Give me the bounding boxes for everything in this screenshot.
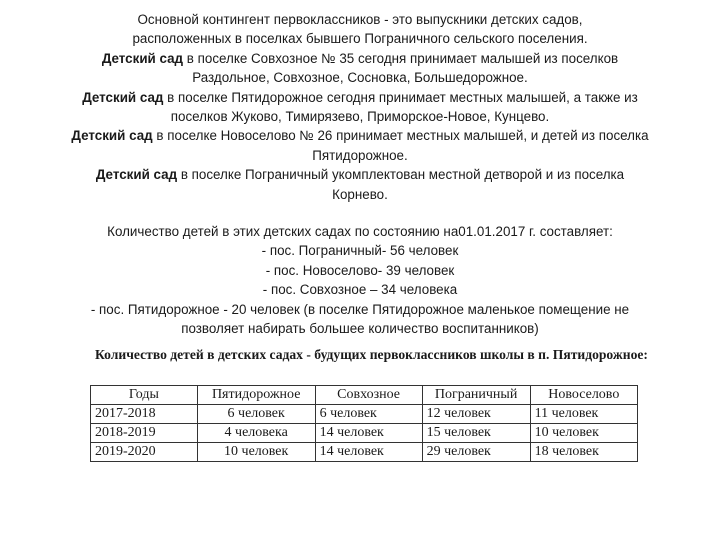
table-cell: 10 человек xyxy=(197,443,315,462)
text-line: расположенных в поселках бывшего Пограничного сельского поселения. xyxy=(132,31,588,47)
column-header: Пограничный xyxy=(422,386,530,405)
body-text xyxy=(0,10,720,339)
column-header: Годы xyxy=(91,386,198,405)
text-line: Детский сад в поселке Пятидорожное сегодня принимает местных малышей, а также из xyxy=(82,89,638,105)
table-row xyxy=(91,424,638,443)
count-heading: Количество детей в этих детских садах по состоянию на01.01.2017 г. составляет: xyxy=(107,224,613,240)
count-line: - пос. Пограничный- 56 человек xyxy=(261,243,459,259)
table-cell: 29 человек xyxy=(422,443,530,462)
table-cell: 11 человек xyxy=(530,405,637,424)
table-cell: 14 человек xyxy=(315,424,422,443)
bold-label: Детский сад xyxy=(71,128,153,144)
table-cell: 15 человек xyxy=(422,424,530,443)
table-row xyxy=(91,405,638,424)
text-line: Раздольное, Совхозное, Сосновка, Большедорожное. xyxy=(192,70,528,86)
column-header: Пятидорожное xyxy=(197,386,315,405)
table-cell: 6 человек xyxy=(197,405,315,424)
table-cell: 12 человек xyxy=(422,405,530,424)
text-line: поселков Жуково, Тимирязево, Приморское-Новое, Кунцево. xyxy=(170,109,550,125)
text-line: Основной контингент первоклассников - это выпускники детских садов, xyxy=(137,12,583,27)
table-caption: Количество детей в детских садах - будущих первоклассников школы в п. Пятидорожное: xyxy=(95,347,648,362)
table-cell: 14 человек xyxy=(315,443,422,462)
kids-table xyxy=(90,385,638,462)
text-line: Детский сад в поселке Пограничный укомплектован местной детворой и из поселка xyxy=(95,167,625,183)
column-header: Новоселово xyxy=(530,386,637,405)
table-cell: 2018-2019 xyxy=(91,424,198,443)
table-header-row xyxy=(91,386,638,405)
table-cell: 4 человека xyxy=(197,424,315,443)
text-line: Пятидорожное. xyxy=(312,147,408,163)
text-line: Детский сад в поселке Совхозное № 35 сегодня принимает малышей из поселков xyxy=(101,50,619,66)
count-line: - пос. Пятидорожное - 20 человек (в поселке Пятидорожное маленькое помещение не xyxy=(90,301,630,317)
bold-label: Детский сад xyxy=(101,50,184,66)
text-line: Корнево. xyxy=(332,186,388,202)
table-cell: 2017-2018 xyxy=(91,405,198,424)
column-header: Совхозное xyxy=(315,386,422,405)
text-line: Детский сад в поселке Новоселово № 26 принимает местных малышей, и детей из поселка xyxy=(71,128,649,144)
table-cell: 2019-2020 xyxy=(91,443,198,462)
bold-label: Детский сад xyxy=(95,167,178,183)
table-cell: 6 человек xyxy=(315,405,422,424)
spacer xyxy=(0,204,720,222)
bold-label: Детский сад xyxy=(82,89,164,105)
table-cell: 10 человек xyxy=(530,424,637,443)
table-cell: 18 человек xyxy=(530,443,637,462)
table-row xyxy=(91,443,638,462)
count-line: позволяет набирать большее количество воспитанников) xyxy=(181,321,539,337)
count-line: - пос. Совхозное – 34 человека xyxy=(262,282,458,298)
count-line: - пос. Новоселово- 39 человек xyxy=(265,262,455,278)
